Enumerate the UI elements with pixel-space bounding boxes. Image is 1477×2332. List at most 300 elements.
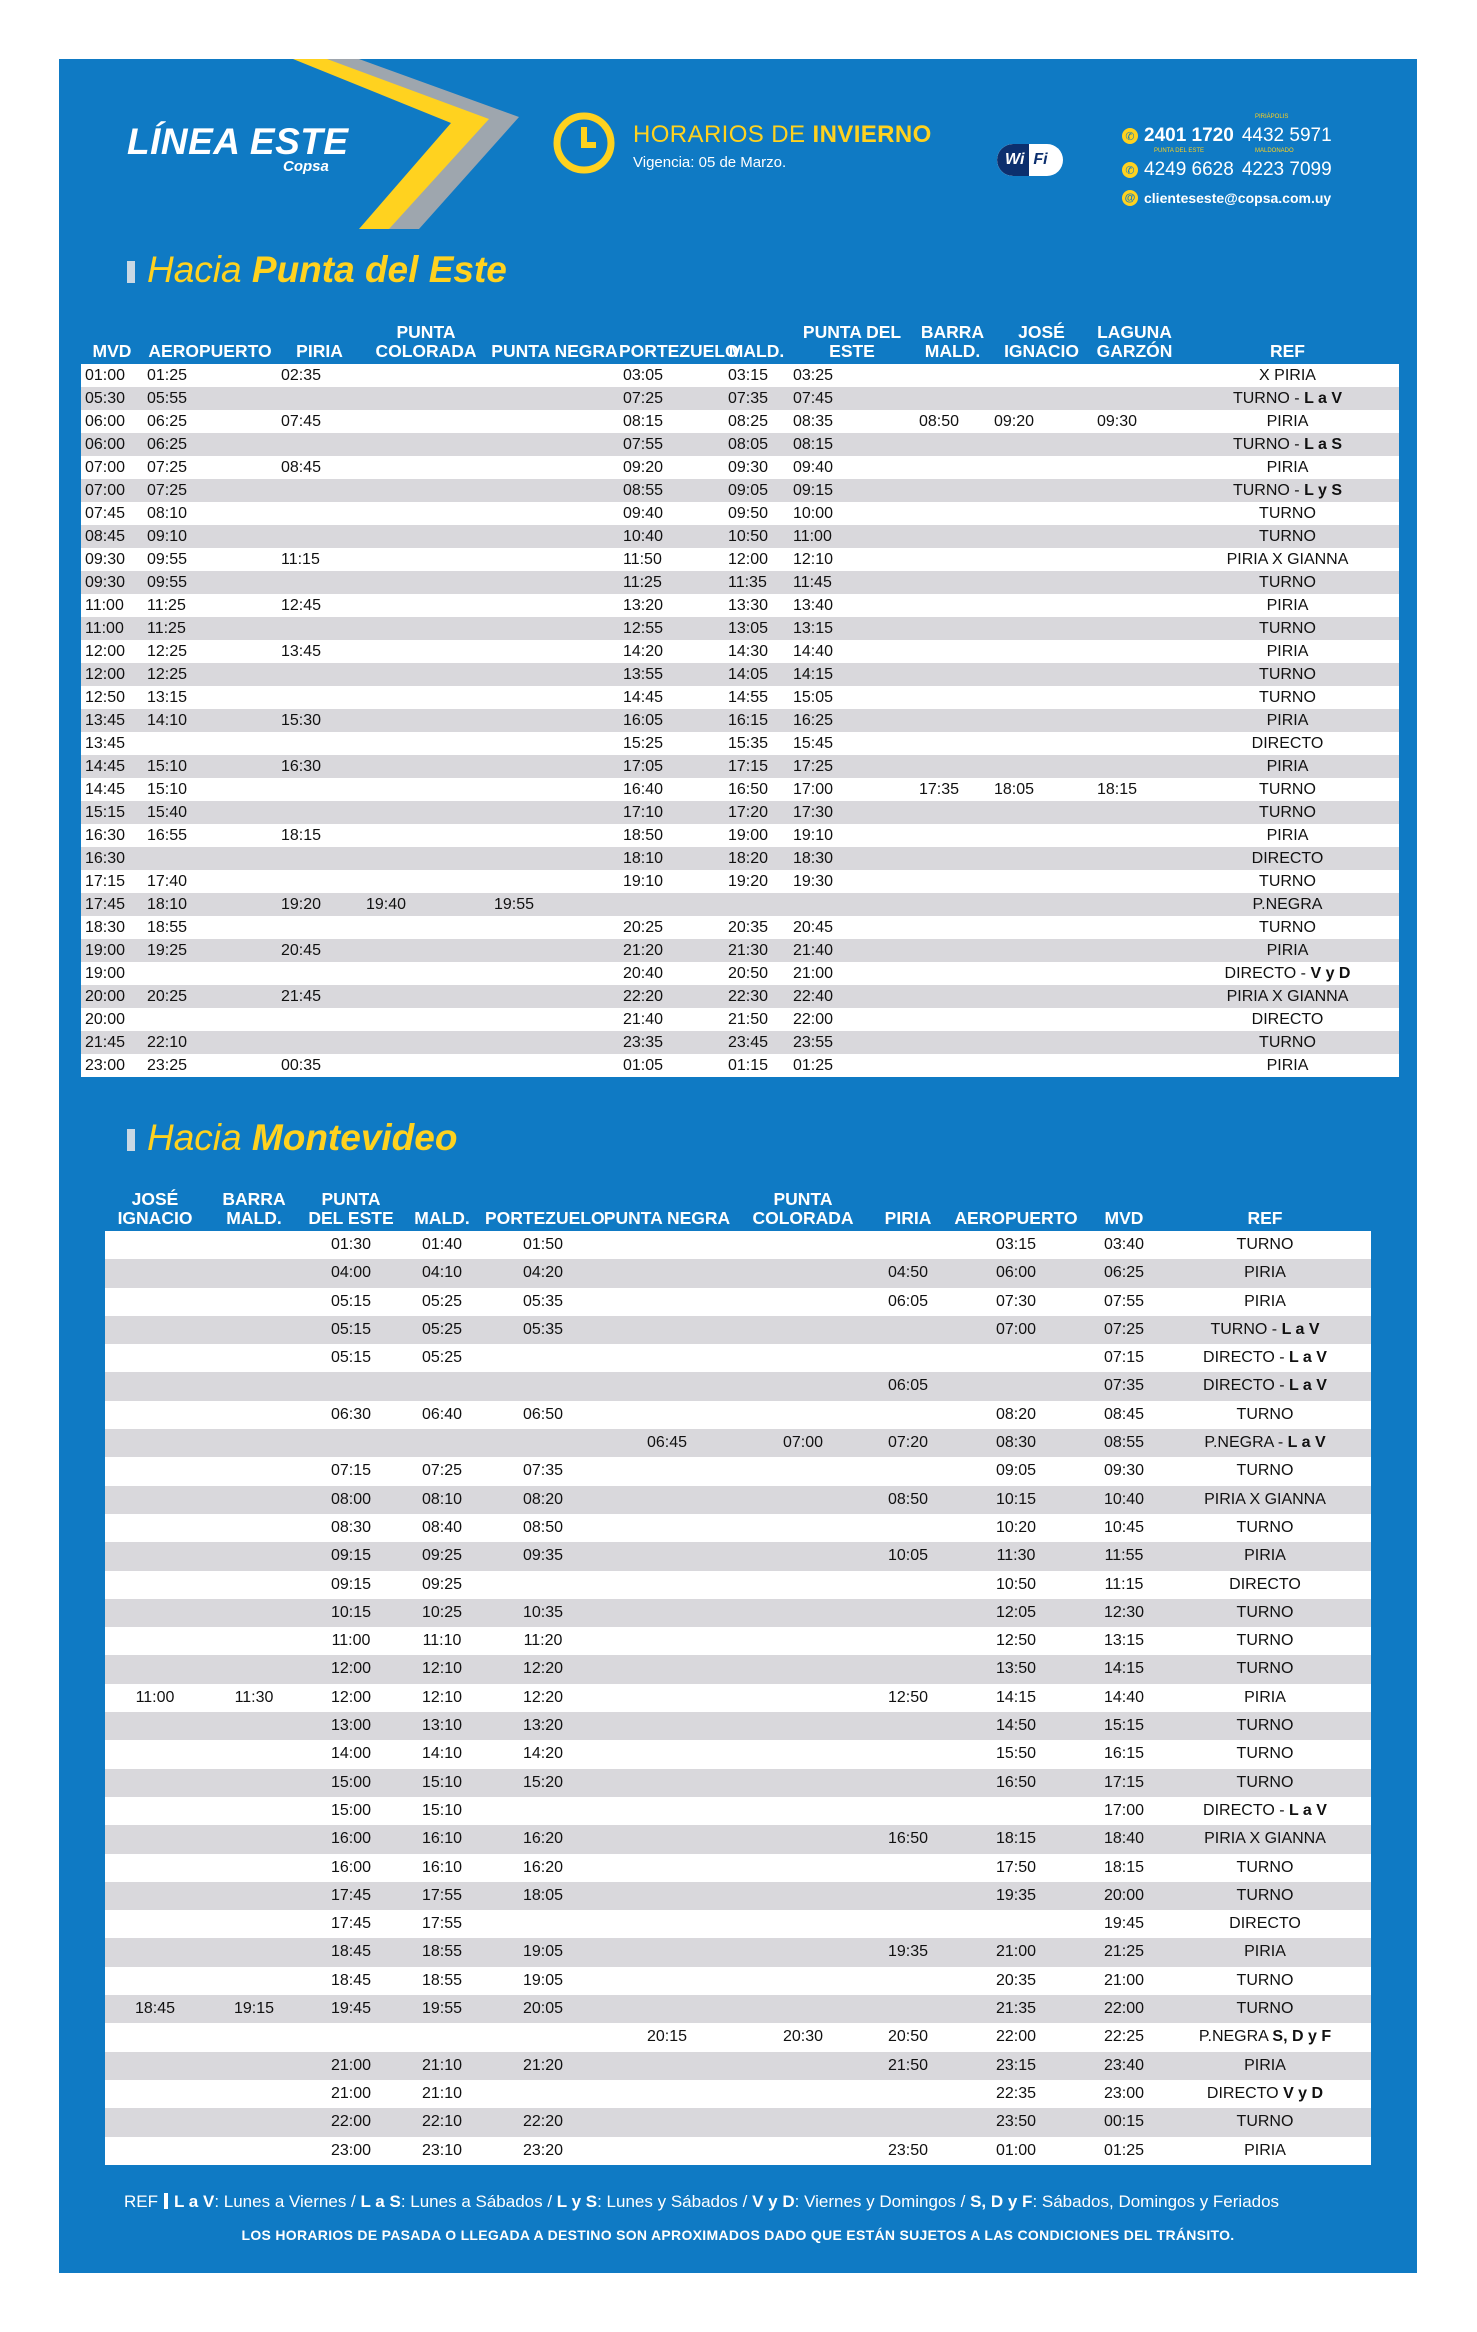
ref-text: PIRIA X GIANNA [1226,988,1349,1005]
time-cell [205,2137,303,2165]
time-cell [105,1231,205,1259]
time-cell [915,571,990,594]
ref-text: TURNO [1259,666,1316,683]
time-cell: 10:50 [724,525,789,548]
time-cell [733,1995,873,2023]
time-cell: 21:10 [399,2052,485,2080]
time-cell: 04:20 [485,1259,601,1287]
time-cell: 18:55 [399,1967,485,1995]
time-cell: 17:25 [789,755,915,778]
time-cell: 05:15 [303,1316,399,1344]
brand-name: LÍNEA ESTE [127,121,349,162]
time-cell: 16:10 [399,1825,485,1853]
time-cell [105,1825,205,1853]
time-cell [105,2137,205,2165]
time-cell: 17:45 [303,1910,399,1938]
time-cell [490,916,619,939]
time-cell: 12:00 [724,548,789,571]
time-cell [915,985,990,1008]
time-cell: 12:20 [485,1684,601,1712]
ref-text: DIRECTO - [1203,1377,1289,1395]
ref-text: PIRIA X GIANNA [1204,1830,1326,1848]
time-cell: 06:50 [485,1401,601,1429]
ref-cell [1159,1486,1371,1514]
ref-cell [1159,1910,1371,1938]
time-cell: 19:00 [81,939,143,962]
time-cell: 10:45 [1089,1514,1159,1542]
time-cell: 09:40 [789,456,915,479]
time-cell: 01:25 [143,364,277,387]
time-cell [601,2137,733,2165]
time-cell [277,479,362,502]
time-cell: 23:50 [943,2108,1089,2136]
time-cell [205,1655,303,1683]
time-cell: 14:15 [1089,1655,1159,1683]
time-cell [601,1938,733,1966]
time-cell: 22:25 [1089,2023,1159,2051]
time-cell [490,433,619,456]
time-cell [205,1712,303,1740]
time-cell: 07:35 [485,1457,601,1485]
time-cell: 07:25 [143,479,277,502]
time-cell [277,870,362,893]
time-cell: 12:30 [1089,1599,1159,1627]
time-cell [1093,548,1176,571]
phone2-main[interactable]: 4249 6628 [1144,159,1234,180]
ref-cell [1176,410,1399,433]
time-cell: 19:00 [81,962,143,985]
time-cell: 21:00 [303,2052,399,2080]
phone-row-1 [1122,124,1382,148]
time-cell [105,1769,205,1797]
table-row [105,1882,1371,1910]
ref-divider [164,2193,168,2209]
ref-code: S, D y F [1272,2028,1332,2046]
time-cell: 09:20 [990,410,1093,433]
time-cell [873,1514,943,1542]
time-cell [485,1372,601,1400]
time-cell [490,939,619,962]
ref-code: V y D [1310,965,1351,982]
phone2-alt[interactable]: 4223 7099 [1241,159,1332,180]
time-cell: 09:20 [619,456,724,479]
time-cell [362,663,490,686]
time-cell: 08:35 [789,410,915,433]
time-cell: 01:30 [303,1231,399,1259]
schedule-title [633,121,932,149]
time-cell: 18:10 [143,893,277,916]
time-cell [601,1712,733,1740]
time-cell: 19:00 [724,824,789,847]
time-cell: 14:05 [724,663,789,686]
time-cell: 08:40 [399,1514,485,1542]
time-cell: 07:55 [1089,1288,1159,1316]
ref-cell [1159,1627,1371,1655]
table-row [81,939,1399,962]
time-cell [205,1429,303,1457]
time-cell [1093,893,1176,916]
time-cell: 09:30 [1089,1457,1159,1485]
column-header: AEROPUERTO [954,1208,1078,1228]
time-cell: 23:50 [873,2137,943,2165]
time-cell: 12:55 [619,617,724,640]
time-cell: 11:00 [105,1684,205,1712]
time-cell: 15:10 [399,1769,485,1797]
ref-cell [1176,433,1399,456]
table-header-row [105,1190,1371,1231]
time-cell: 15:40 [143,801,277,824]
ref-text: TURNO [1259,689,1316,706]
column-header: PIRIA [884,1208,932,1228]
time-cell [915,801,990,824]
ref-text: PIRIA X GIANNA [1226,551,1349,568]
ref-cell [1176,985,1399,1008]
time-cell: 22:20 [619,985,724,1008]
table-row [105,1684,1371,1712]
time-cell: 08:15 [619,410,724,433]
table-row [105,1316,1371,1344]
time-cell: 15:05 [789,686,915,709]
time-cell: 04:00 [303,1259,399,1287]
table-row [105,1457,1371,1485]
time-cell [601,1797,733,1825]
time-cell: 17:45 [303,1882,399,1910]
ref-text: PIRIA [1266,712,1309,729]
time-cell [205,1514,303,1542]
time-cell: 07:15 [1089,1344,1159,1372]
time-cell: 09:50 [724,502,789,525]
ref-text: PIRIA [1266,597,1309,614]
time-cell [1093,640,1176,663]
time-cell [105,2108,205,2136]
ref-text: TURNO [1236,1660,1294,1678]
time-cell [490,778,619,801]
time-cell: 19:15 [205,1995,303,2023]
time-cell: 15:00 [303,1769,399,1797]
contact-block [1122,114,1382,210]
time-cell: 06:25 [143,410,277,433]
time-cell: 08:30 [943,1429,1089,1457]
time-cell [105,1938,205,1966]
time-cell: 17:15 [1089,1769,1159,1797]
time-cell [915,502,990,525]
time-cell [490,640,619,663]
table-row [105,1797,1371,1825]
time-cell [205,2052,303,2080]
time-cell: 14:55 [724,686,789,709]
time-cell [205,1854,303,1882]
ref-cell [1176,364,1399,387]
time-cell [915,1008,990,1031]
time-cell [105,1655,205,1683]
time-cell: 10:50 [943,1571,1089,1599]
time-cell: 00:35 [277,1054,362,1077]
ref-text: PIRIA [1244,2056,1286,2074]
time-cell: 20:00 [1089,1882,1159,1910]
time-cell: 22:00 [789,1008,915,1031]
ref-text: PIRIA [1244,1264,1286,1282]
time-cell: 20:45 [277,939,362,962]
time-cell: 15:10 [143,778,277,801]
time-cell [105,1740,205,1768]
time-cell [733,1401,873,1429]
time-cell: 12:10 [399,1684,485,1712]
time-cell: 17:00 [1089,1797,1159,1825]
time-cell: 18:15 [1089,1854,1159,1882]
brand-subtitle: Copsa [283,158,329,175]
time-cell [105,1910,205,1938]
time-cell: 18:50 [619,824,724,847]
schedule-poster [59,59,1417,2273]
time-cell [490,663,619,686]
ref-cell [1176,525,1399,548]
time-cell [105,1797,205,1825]
time-cell: 10:20 [943,1514,1089,1542]
time-cell [1093,847,1176,870]
ref-text: X PIRIA [1259,367,1316,384]
time-cell [1093,686,1176,709]
time-cell [915,709,990,732]
time-cell [990,1008,1093,1031]
time-cell: 14:15 [943,1684,1089,1712]
time-cell: 12:00 [81,640,143,663]
time-cell: 17:55 [399,1910,485,1938]
time-cell [601,2052,733,2080]
ref-cell [1176,502,1399,525]
time-cell [990,502,1093,525]
time-cell [1093,916,1176,939]
time-cell: 08:20 [943,1401,1089,1429]
time-cell [205,1910,303,1938]
time-cell [1093,939,1176,962]
time-cell [362,801,490,824]
time-cell: 15:15 [1089,1712,1159,1740]
ref-cell [1176,916,1399,939]
time-cell: 21:35 [943,1995,1089,2023]
column-header: PUNTA NEGRA [603,1208,731,1228]
ref-cell [1159,1571,1371,1599]
ref-cell [1159,1882,1371,1910]
column-header: PUNTA COLORADA [375,322,477,361]
time-cell [990,525,1093,548]
time-cell [205,1571,303,1599]
time-cell: 21:00 [303,2080,399,2108]
table-header-row [81,323,1399,364]
time-cell [303,2023,399,2051]
phone1-alt[interactable]: 4432 5971 [1241,125,1332,146]
table-row [105,1231,1371,1259]
phone1-main[interactable]: 2401 1720 [1144,125,1234,146]
time-cell [205,1486,303,1514]
time-cell [873,1599,943,1627]
time-cell: 11:25 [143,594,277,617]
table-row [105,1599,1371,1627]
time-cell: 14:10 [399,1740,485,1768]
column-header: LAGUNA GARZÓN [1096,322,1173,361]
time-cell [303,1429,399,1457]
column-header: MVD [92,341,132,361]
time-cell: 01:40 [399,1231,485,1259]
table-row [105,1740,1371,1768]
ref-cell [1159,1797,1371,1825]
time-cell: 23:55 [789,1031,915,1054]
time-cell: 08:25 [724,410,789,433]
time-cell [990,571,1093,594]
table-row [105,1938,1371,1966]
time-cell: 12:20 [485,1655,601,1683]
time-cell: 20:05 [485,1995,601,2023]
time-cell [915,617,990,640]
phone2-alt-label: MALDONADO [1255,148,1294,154]
title-bar [127,1129,135,1151]
column-header: PORTEZUELO [485,1208,605,1228]
time-cell: 22:10 [143,1031,277,1054]
time-cell [490,1008,619,1031]
time-cell: 12:10 [399,1655,485,1683]
time-cell [205,1316,303,1344]
ref-cell [1176,686,1399,709]
time-cell [362,732,490,755]
time-cell: 07:30 [943,1288,1089,1316]
email-row [1122,186,1382,210]
email-link[interactable]: clienteseste@copsa.com.uy [1144,190,1332,206]
time-cell: 07:45 [277,410,362,433]
time-cell: 03:15 [943,1231,1089,1259]
time-cell: 12:50 [873,1684,943,1712]
column-header: PUNTA DEL ESTE [802,322,902,361]
table-row [105,1288,1371,1316]
time-cell: 07:00 [943,1316,1089,1344]
time-cell: 15:10 [399,1797,485,1825]
time-cell: 01:00 [943,2137,1089,2165]
time-cell: 13:15 [789,617,915,640]
time-cell: 23:00 [1089,2080,1159,2108]
time-cell [873,1995,943,2023]
ref-cell [1176,387,1399,410]
time-cell: 11:25 [619,571,724,594]
time-cell [485,1429,601,1457]
time-cell [915,916,990,939]
time-cell [205,1231,303,1259]
time-cell: 20:45 [789,916,915,939]
time-cell: 08:45 [277,456,362,479]
time-cell [990,847,1093,870]
time-cell [277,1031,362,1054]
legend-text: : Viernes y Domingos / [794,2192,971,2211]
time-cell [873,1231,943,1259]
time-cell [915,456,990,479]
time-cell: 06:25 [143,433,277,456]
legend-code: S, D y F [970,2192,1033,2211]
time-cell [873,2080,943,2108]
table-row [81,870,1399,893]
table-row [105,2108,1371,2136]
time-cell [943,1797,1089,1825]
ref-cell [1159,1457,1371,1485]
time-cell: 13:45 [81,709,143,732]
time-cell: 21:50 [873,2052,943,2080]
time-cell [1093,364,1176,387]
time-cell [205,1797,303,1825]
time-cell: 08:00 [303,1486,399,1514]
column-header: MVD [1104,1208,1144,1228]
table-row [81,686,1399,709]
time-cell: 19:10 [789,824,915,847]
time-cell [485,2023,601,2051]
ref-cell [1176,479,1399,502]
time-cell: 06:30 [303,1401,399,1429]
phone2-main-label: PUNTA DEL ESTE [1154,148,1205,154]
time-cell: 19:45 [1089,1910,1159,1938]
time-cell: 14:45 [81,755,143,778]
time-cell [362,870,490,893]
time-cell [601,1910,733,1938]
time-cell [990,801,1093,824]
time-cell: 18:45 [303,1938,399,1966]
time-cell: 09:55 [143,571,277,594]
time-cell [943,1372,1089,1400]
time-cell: 14:45 [81,778,143,801]
time-cell: 23:00 [81,1054,143,1077]
ref-text: TURNO [1236,2000,1294,2018]
time-cell: 05:15 [303,1344,399,1372]
clock-icon [552,111,616,175]
table-row [81,916,1399,939]
time-cell: 06:05 [873,1372,943,1400]
ref-cell [1159,1769,1371,1797]
time-cell [601,1655,733,1683]
time-cell: 17:15 [81,870,143,893]
time-cell [990,663,1093,686]
time-cell: 06:40 [399,1401,485,1429]
time-cell [105,2052,205,2080]
ref-text: PIRIA [1266,459,1309,476]
table-row [81,709,1399,732]
time-cell [1093,962,1176,985]
time-cell [873,1627,943,1655]
time-cell: 14:45 [619,686,724,709]
ref-cell [1176,1054,1399,1077]
time-cell: 06:45 [601,1429,733,1457]
table-row [81,663,1399,686]
time-cell [601,1457,733,1485]
ref-cell [1176,962,1399,985]
ref-cell [1159,1655,1371,1683]
time-cell [915,525,990,548]
time-cell [873,1910,943,1938]
ref-text: TURNO [1236,1518,1294,1536]
column-header: MALD. [414,1208,470,1228]
time-cell [485,1910,601,1938]
phone1-alt-label: PIRIÁPOLIS [1255,114,1289,120]
table-row [105,2080,1371,2108]
table-row [105,1967,1371,1995]
time-cell: 20:00 [81,985,143,1008]
time-cell: 18:10 [619,847,724,870]
time-cell: 17:35 [915,778,990,801]
time-cell [277,663,362,686]
time-cell [205,2023,303,2051]
time-cell: 07:25 [399,1457,485,1485]
time-cell: 13:20 [619,594,724,617]
ref-text: DIRECTO [1229,1915,1301,1933]
time-cell [873,1854,943,1882]
time-cell: 08:30 [303,1514,399,1542]
time-cell [873,1655,943,1683]
time-cell [733,1769,873,1797]
time-cell [915,1031,990,1054]
time-cell [362,502,490,525]
